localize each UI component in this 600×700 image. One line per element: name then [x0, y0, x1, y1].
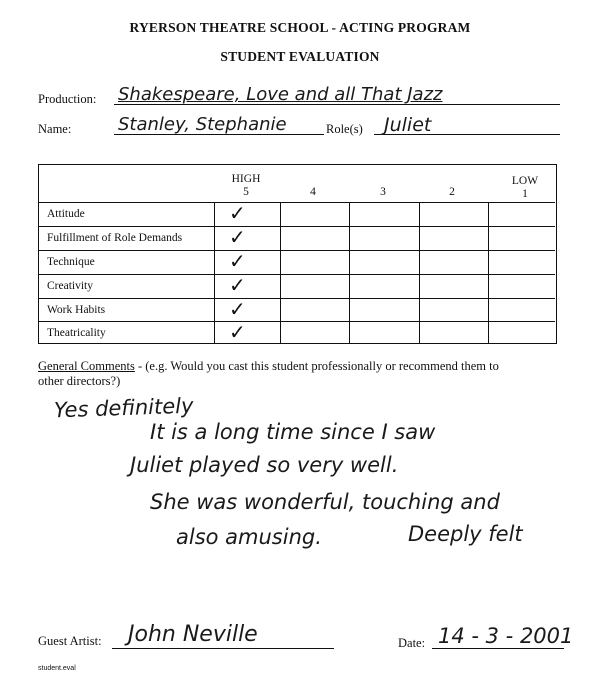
roles-value: Juliet — [384, 114, 432, 136]
high-label: HIGH — [231, 173, 261, 185]
scale-5: 5 — [243, 186, 249, 198]
checkmark-icon: ✓ — [229, 249, 246, 273]
name-label: Name: — [38, 122, 72, 136]
table-rule — [39, 321, 555, 322]
table-rule — [39, 274, 555, 275]
table-rule — [488, 202, 489, 343]
school-title: RYERSON THEATRE SCHOOL - ACTING PROGRAM — [129, 20, 471, 35]
table-rule — [349, 202, 350, 343]
production-value: Shakespeare, Love and all That Jazz — [118, 84, 443, 105]
scale-1: 1 — [522, 188, 528, 200]
checkmark-icon: ✓ — [229, 320, 246, 344]
scale-2: 2 — [449, 186, 455, 198]
date-underline — [432, 648, 564, 649]
table-rule — [39, 298, 555, 299]
evaluation-table — [38, 164, 557, 344]
comment-line-1: Yes definitely — [53, 393, 194, 423]
comment-line-2: It is a long time since I saw — [150, 420, 436, 444]
scale-4: 4 — [310, 186, 316, 198]
checkmark-icon: ✓ — [229, 201, 246, 225]
comment-line-6: Deeply felt — [408, 522, 523, 546]
comment-line-5: also amusing. — [176, 525, 322, 549]
date-value: 14 - 3 - 2001 — [438, 624, 574, 648]
date-label: Date: — [398, 636, 426, 650]
comments-prompt-line1: - (e.g. Would you cast this student professionally or recommend them to — [134, 359, 499, 373]
row-label-theatricality: Theatricality — [47, 327, 106, 339]
low-label: LOW — [511, 175, 539, 187]
file-tag: student.eval — [38, 665, 76, 672]
roles-label: Role(s) — [326, 122, 363, 136]
production-label: Production: — [38, 92, 97, 106]
comments-label: General Comments — [38, 359, 135, 373]
checkmark-icon: ✓ — [229, 297, 246, 321]
row-label-attitude: Attitude — [47, 208, 85, 220]
comment-line-4: She was wonderful, touching and — [150, 490, 500, 514]
name-value: Stanley, Stephanie — [118, 114, 287, 135]
guest-artist-label: Guest Artist: — [38, 634, 102, 648]
guest-artist-signature: John Neville — [128, 622, 258, 647]
table-rule — [214, 202, 215, 343]
checkmark-icon: ✓ — [229, 225, 246, 249]
row-label-creativity: Creativity — [47, 280, 93, 292]
comments-prompt — [38, 359, 499, 374]
scale-3: 3 — [380, 186, 386, 198]
form-title: STUDENT EVALUATION — [220, 49, 380, 64]
table-rule — [39, 250, 555, 251]
table-rule — [39, 226, 555, 227]
table-rule — [39, 202, 555, 203]
comment-line-3: Juliet played so very well. — [130, 453, 399, 477]
table-rule — [280, 202, 281, 343]
guest-artist-underline — [112, 648, 334, 649]
comments-prompt-line2: other directors?) — [38, 374, 121, 388]
row-label-technique: Technique — [47, 256, 95, 268]
checkmark-icon: ✓ — [229, 273, 246, 297]
row-label-fulfillment: Fulfillment of Role Demands — [47, 232, 183, 244]
row-label-work-habits: Work Habits — [47, 304, 106, 316]
table-rule — [419, 202, 420, 343]
